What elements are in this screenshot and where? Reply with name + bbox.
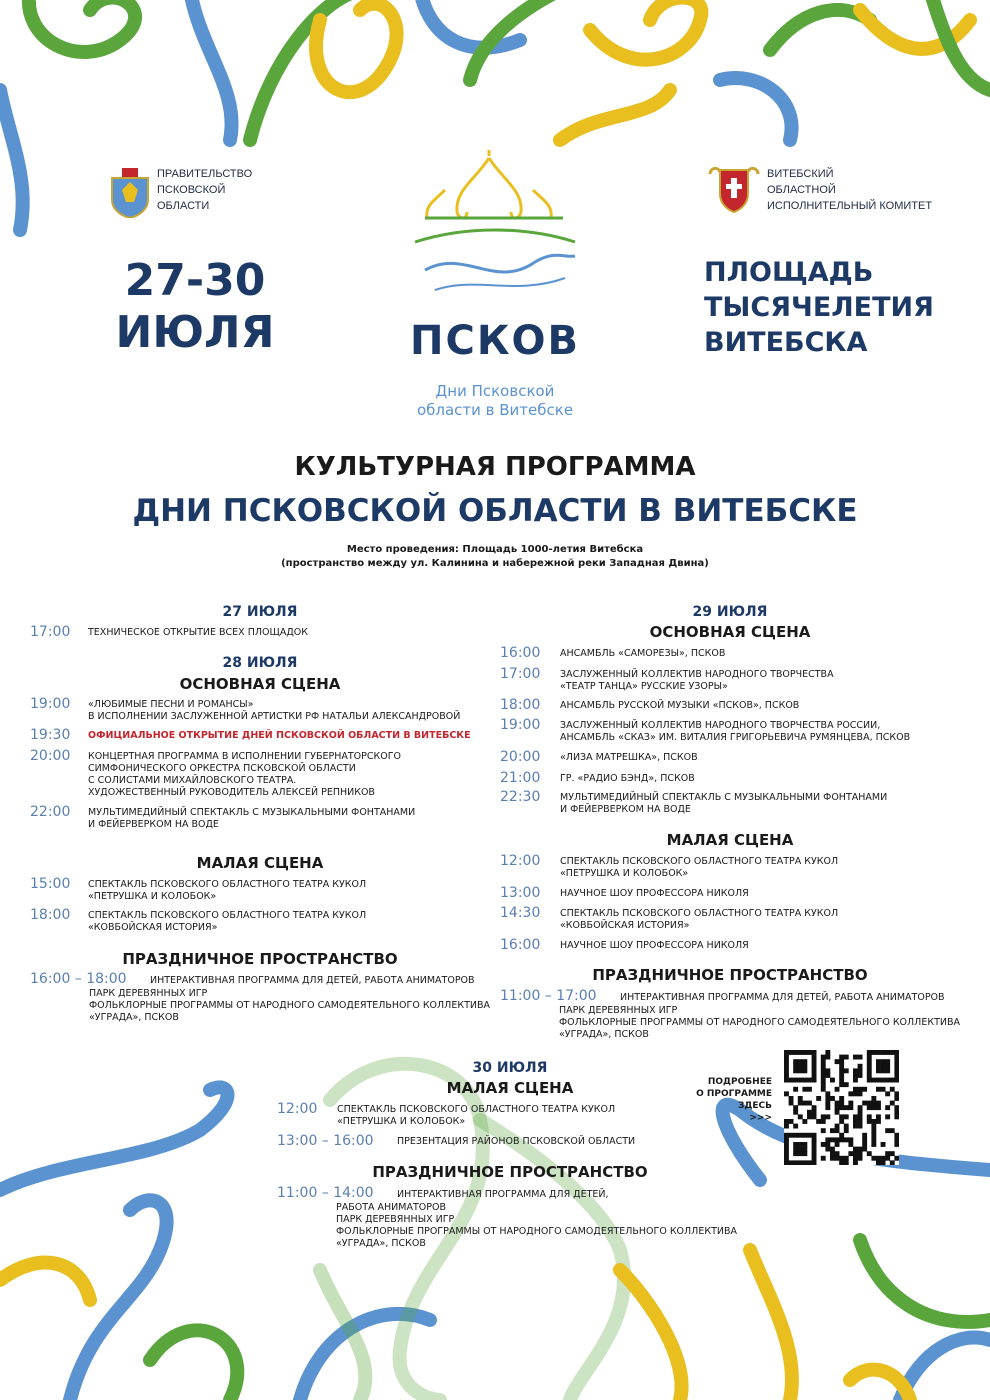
holiday-first-line: ИНТЕРАКТИВНАЯ ПРОГРАММА ДЛЯ ДЕТЕЙ,: [397, 1189, 609, 1200]
schedule-item: 22:00 МУЛЬТИМЕДИЙНЫЙ СПЕКТАКЛЬ С МУЗЫКАЛЬНЫМИ ФОНТАНАМИ И ФЕЙЕРВЕРКОМ НА ВОДЕ: [30, 804, 416, 830]
venue-details: Место проведения: Площадь 1000-летия Витебска (пространство между ул. Калинина и набережной реки Западная Двина): [281, 544, 709, 569]
day-27-heading: 27 ИЮЛЯ: [222, 604, 298, 620]
schedule-item: 22:30 МУЛЬТИМЕДИЙНЫЙ СПЕКТАКЛЬ С МУЗЫКАЛЬНЫМИ ФОНТАНАМИ И ФЕЙЕРВЕРКОМ НА ВОДЕ: [500, 789, 888, 815]
schedule-item: 12:00 СПЕКТАКЛЬ ПСКОВСКОГО ОБЛАСТНОГО ТЕАТРА КУКОЛ «ПЕТРУШКА И КОЛОБОК»: [500, 853, 839, 879]
main-stage-heading: ОСНОВНАЯ СЦЕНА: [649, 623, 811, 641]
holiday-first-line: ИНТЕРАКТИВНАЯ ПРОГРАММА ДЛЯ ДЕТЕЙ, РАБОТА АНИМАТОРОВ: [150, 975, 475, 986]
schedule-item: 19:00 ЗАСЛУЖЕННЫЙ КОЛЛЕКТИВ НАРОДНОГО ТВОРЧЕСТВА РОССИИ, АНСАМБЛЬ «СКАЗ» ИМ. ВИТАЛИЯ ГРИГОРЬЕВИЧА РУМЯНЦЕВА, ПСКОВ: [500, 717, 911, 743]
holiday-space-heading: ПРАЗДНИЧНОЕ ПРОСТРАНСТВО: [122, 950, 398, 968]
day-30-heading: 30 ИЮЛЯ: [472, 1060, 548, 1076]
schedule-item: 20:00 «ЛИЗА МАТРЕШКА», ПСКОВ: [500, 749, 698, 765]
schedule-item: 13:00 НАУЧНОЕ ШОУ ПРОФЕССОРА НИКОЛЯ: [500, 885, 749, 901]
schedule-item: 17:00 ТЕХНИЧЕСКОЕ ОТКРЫТИЕ ВСЕХ ПЛОЩАДОК: [30, 624, 309, 640]
holiday-time: 11:00 – 17:00: [500, 988, 597, 1004]
holiday-first-line: ИНТЕРАКТИВНАЯ ПРОГРАММА ДЛЯ ДЕТЕЙ, РАБОТА АНИМАТОРОВ: [620, 992, 945, 1003]
day-29-heading: 29 ИЮЛЯ: [692, 604, 768, 620]
right-org-name: ВИТЕБСКИЙ ОБЛАСТНОЙ ИСПОЛНИТЕЛЬНЫЙ КОМИТЕТ: [767, 168, 933, 212]
schedule-item: 20:00 КОНЦЕРТНАЯ ПРОГРАММА В ИСПОЛНЕНИИ ГУБЕРНАТОРСКОГО СИМФОНИЧЕСКОГО ОРКЕСТРА ПСКОВСКОЙ ОБЛАСТИ С СОЛИСТАМИ МИХАЙЛОВСКОГО ТЕАТРА. ХУДОЖЕСТВЕННЫЙ РУКОВОДИТЕЛЬ АЛЕКСЕЙ РЕПНИКОВ: [30, 748, 401, 798]
schedule-item: 16:00 НАУЧНОЕ ШОУ ПРОФЕССОРА НИКОЛЯ: [500, 937, 749, 953]
main-stage-heading: ОСНОВНАЯ СЦЕНА: [179, 675, 341, 693]
small-stage-heading: МАЛАЯ СЦЕНА: [446, 1079, 574, 1097]
vitebsk-coat-of-arms: [706, 164, 762, 214]
day-28-heading: 28 ИЮЛЯ: [222, 655, 298, 671]
small-stage-heading: МАЛАЯ СЦЕНА: [666, 831, 794, 849]
holiday-space-heading: ПРАЗДНИЧНОЕ ПРОСТРАНСТВО: [372, 1163, 648, 1181]
event-dates: 27-30 ИЮЛЯ: [115, 255, 275, 358]
schedule-item: 17:00 ЗАСЛУЖЕННЫЙ КОЛЛЕКТИВ НАРОДНОГО ТВОРЧЕСТВА «ТЕАТР ТАНЦА» РУССКИЕ УЗОРЫ»: [500, 666, 834, 692]
holiday-time: 16:00 – 18:00: [30, 971, 127, 987]
schedule-item-official-opening: 19:30 ОФИЦИАЛЬНОЕ ОТКРЫТИЕ ДНЕЙ ПСКОВСКОЙ ОБЛАСТИ В ВИТЕБСКЕ: [30, 727, 471, 743]
logo-city-name: ПСКОВ: [409, 318, 581, 364]
holiday-space-heading: ПРАЗДНИЧНОЕ ПРОСТРАНСТВО: [592, 966, 868, 984]
schedule-item: 21:00 ГР. «РАДИО БЭНД», ПСКОВ: [500, 770, 695, 786]
logo-caption: Дни Псковской области в Витебске: [416, 382, 574, 419]
schedule-item: 18:00 АНСАМБЛЬ РУССКОЙ МУЗЫКИ «ПСКОВ», ПСКОВ: [500, 697, 800, 713]
schedule-item: 15:00 СПЕКТАКЛЬ ПСКОВСКОГО ОБЛАСТНОГО ТЕАТРА КУКОЛ «ПЕТРУШКА И КОЛОБОК»: [30, 876, 367, 902]
schedule-item: 18:00 СПЕКТАКЛЬ ПСКОВСКОГО ОБЛАСТНОГО ТЕАТРА КУКОЛ «КОВБОЙСКАЯ ИСТОРИЯ»: [30, 907, 367, 933]
pskov-coat-of-arms: [108, 168, 152, 218]
event-venue: ПЛОЩАДЬ ТЫСЯЧЕЛЕТИЯ ВИТЕБСКА: [704, 257, 934, 358]
qr-label: ПОДРОБНЕЕ О ПРОГРАММЕ ЗДЕСЬ >>>: [696, 1077, 772, 1123]
left-org-name: ПРАВИТЕЛЬСТВО ПСКОВСКОЙ ОБЛАСТИ: [157, 168, 253, 212]
schedule-item: 16:00 АНСАМБЛЬ «САМОРЕЗЫ», ПСКОВ: [500, 645, 726, 661]
schedule-item: 13:00 – 16:00 ПРЕЗЕНТАЦИЯ РАЙОНОВ ПСКОВСКОЙ ОБЛАСТИ: [277, 1133, 636, 1149]
program-subtitle: ДНИ ПСКОВСКОЙ ОБЛАСТИ В ВИТЕБСКЕ: [132, 493, 858, 529]
holiday-time: 11:00 – 14:00: [277, 1185, 374, 1201]
holiday-details: ПАРК ДЕРЕВЯННЫХ ИГР ФОЛЬКЛОРНЫЕ ПРОГРАММЫ ОТ НАРОДНОГО САМОДЕЯТЕЛЬНОГО КОЛЛЕКТИВА «УГРАДА», ПСКОВ: [559, 1005, 960, 1040]
small-stage-heading: МАЛАЯ СЦЕНА: [196, 854, 324, 872]
schedule-item: 12:00 СПЕКТАКЛЬ ПСКОВСКОГО ОБЛАСТНОГО ТЕАТРА КУКОЛ «ПЕТРУШКА И КОЛОБОК»: [277, 1101, 616, 1127]
holiday-details: ПАРК ДЕРЕВЯННЫХ ИГР ФОЛЬКЛОРНЫЕ ПРОГРАММЫ ОТ НАРОДНОГО САМОДЕЯТЕЛЬНОГО КОЛЛЕКТИВА «УГРАДА», ПСКОВ: [89, 988, 490, 1023]
holiday-details: РАБОТА АНИМАТОРОВ ПАРК ДЕРЕВЯННЫХ ИГР ФОЛЬКЛОРНЫЕ ПРОГРАММЫ ОТ НАРОДНОГО САМОДЕЯТЕЛЬНОГО КОЛЛЕКТИВА «УГРАДА», ПСКОВ: [336, 1202, 737, 1249]
program-title: КУЛЬТУРНАЯ ПРОГРАММА: [294, 452, 696, 482]
schedule-item: 14:30 СПЕКТАКЛЬ ПСКОВСКОГО ОБЛАСТНОГО ТЕАТРА КУКОЛ «КОВБОЙСКАЯ ИСТОРИЯ»: [500, 905, 839, 931]
schedule-item: 19:00 «ЛЮБИМЫЕ ПЕСНИ И РОМАНСЫ» В ИСПОЛНЕНИИ ЗАСЛУЖЕННОЙ АРТИСТКИ РФ НАТАЛЬИ АЛЕКСАНДРОВОЙ: [30, 696, 461, 722]
qr-code[interactable]: [784, 1050, 899, 1165]
